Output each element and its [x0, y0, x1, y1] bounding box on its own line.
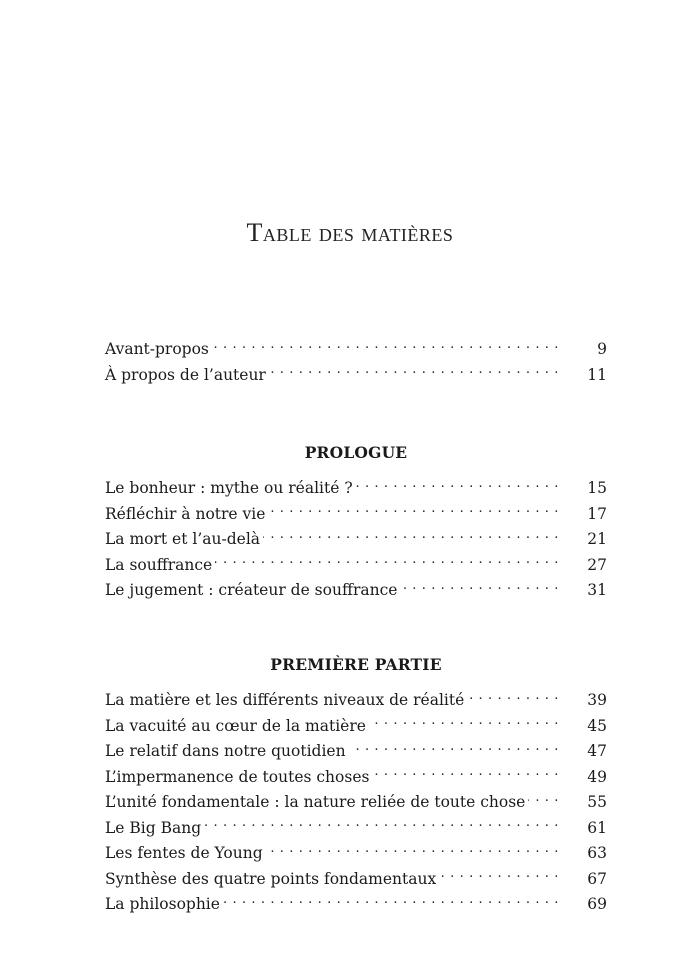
toc-entry[interactable]: [105, 363, 607, 389]
dot-leader: [223, 894, 559, 910]
toc-entry-page: 55: [587, 793, 607, 811]
toc-entry-page: 69: [587, 895, 607, 913]
toc-entry-page: 21: [587, 530, 607, 548]
toc-entry[interactable]: [105, 578, 607, 604]
dot-leader: [349, 741, 559, 757]
toc-entry[interactable]: [105, 816, 607, 842]
dot-leader: [269, 364, 559, 380]
toc-entry-page: 63: [587, 844, 607, 862]
dot-leader: [400, 580, 559, 596]
toc-entry-title: La philosophie: [105, 895, 220, 913]
toc-entry-title: Les fentes de Young: [105, 844, 263, 862]
toc-entry-page: 61: [587, 818, 607, 837]
page-title: Table des matières: [246, 218, 454, 247]
toc-section-part1: [105, 652, 607, 918]
toc-entry[interactable]: [105, 553, 607, 579]
toc-entry[interactable]: [105, 841, 607, 867]
toc-section-prologue: [105, 440, 607, 604]
toc-entry-page: 11: [587, 365, 607, 384]
toc-entry-title: La souffrance: [105, 555, 213, 574]
toc-entry[interactable]: [105, 337, 607, 363]
dot-leader: [204, 817, 559, 833]
toc-entry[interactable]: [105, 790, 607, 816]
toc-entry[interactable]: [105, 892, 607, 918]
toc-entry-page: 49: [587, 767, 607, 786]
toc-entry[interactable]: [105, 527, 607, 553]
toc-entry-title: Le relatif dans notre quotidien: [105, 742, 346, 760]
toc-entry-title: L’unité fondamentale : la nature reliée de toute chose: [105, 793, 526, 811]
toc-entry-page: 39: [587, 691, 607, 709]
toc-entry-page: 45: [587, 716, 607, 735]
toc-entry[interactable]: [105, 476, 607, 502]
toc-entry-title: À propos de l’auteur: [105, 365, 266, 384]
dot-leader: [372, 766, 559, 782]
toc-entry-page: 9: [597, 340, 607, 358]
toc-entry[interactable]: [105, 688, 607, 714]
dot-leader: [356, 478, 559, 494]
toc-entry-page: 27: [587, 555, 607, 574]
toc-entry-page: 67: [587, 869, 607, 888]
toc-entry-title: Réfléchir à notre vie: [105, 504, 266, 523]
section-heading-part1: PREMIÈRE PARTIE: [270, 655, 442, 674]
dot-leader: [212, 339, 559, 355]
dot-leader: [467, 690, 559, 706]
toc-entry-title: La vacuité au cœur de la matière: [105, 716, 366, 735]
toc-entry-title: Avant-propos: [105, 340, 209, 358]
toc-entry-title: La mort et l’au-delà: [105, 530, 261, 548]
dot-leader: [263, 529, 559, 545]
toc-entry[interactable]: [105, 739, 607, 765]
toc-entry-page: 17: [587, 504, 607, 523]
dot-leader: [215, 554, 559, 570]
toc-entry-title: Le jugement : créateur de souffrance: [105, 581, 398, 599]
toc-entry-title: L’impermanence de toutes choses: [105, 767, 370, 786]
toc-entry[interactable]: [105, 867, 607, 893]
toc-entry-title: Le Big Bang: [105, 818, 202, 837]
toc-entry[interactable]: [105, 714, 607, 740]
section-heading-prologue: PROLOGUE: [304, 443, 408, 462]
toc-entry[interactable]: [105, 765, 607, 791]
dot-leader: [266, 843, 559, 859]
dot-leader: [528, 792, 559, 808]
toc-entry[interactable]: [105, 502, 607, 528]
dot-leader: [268, 503, 559, 519]
toc-entry-title: La matière et les différents niveaux de réalité: [105, 691, 465, 709]
toc-section-intro: [105, 337, 607, 388]
toc-entry-page: 15: [587, 479, 607, 497]
dot-leader: [439, 868, 559, 884]
toc-entry-page: 31: [587, 581, 607, 599]
toc-entry-title: Synthèse des quatre points fondamentaux: [105, 869, 437, 888]
dot-leader: [369, 715, 559, 731]
toc-entry-page: 47: [587, 742, 607, 760]
toc-entry-title: Le bonheur : mythe ou réalité ?: [105, 479, 353, 497]
